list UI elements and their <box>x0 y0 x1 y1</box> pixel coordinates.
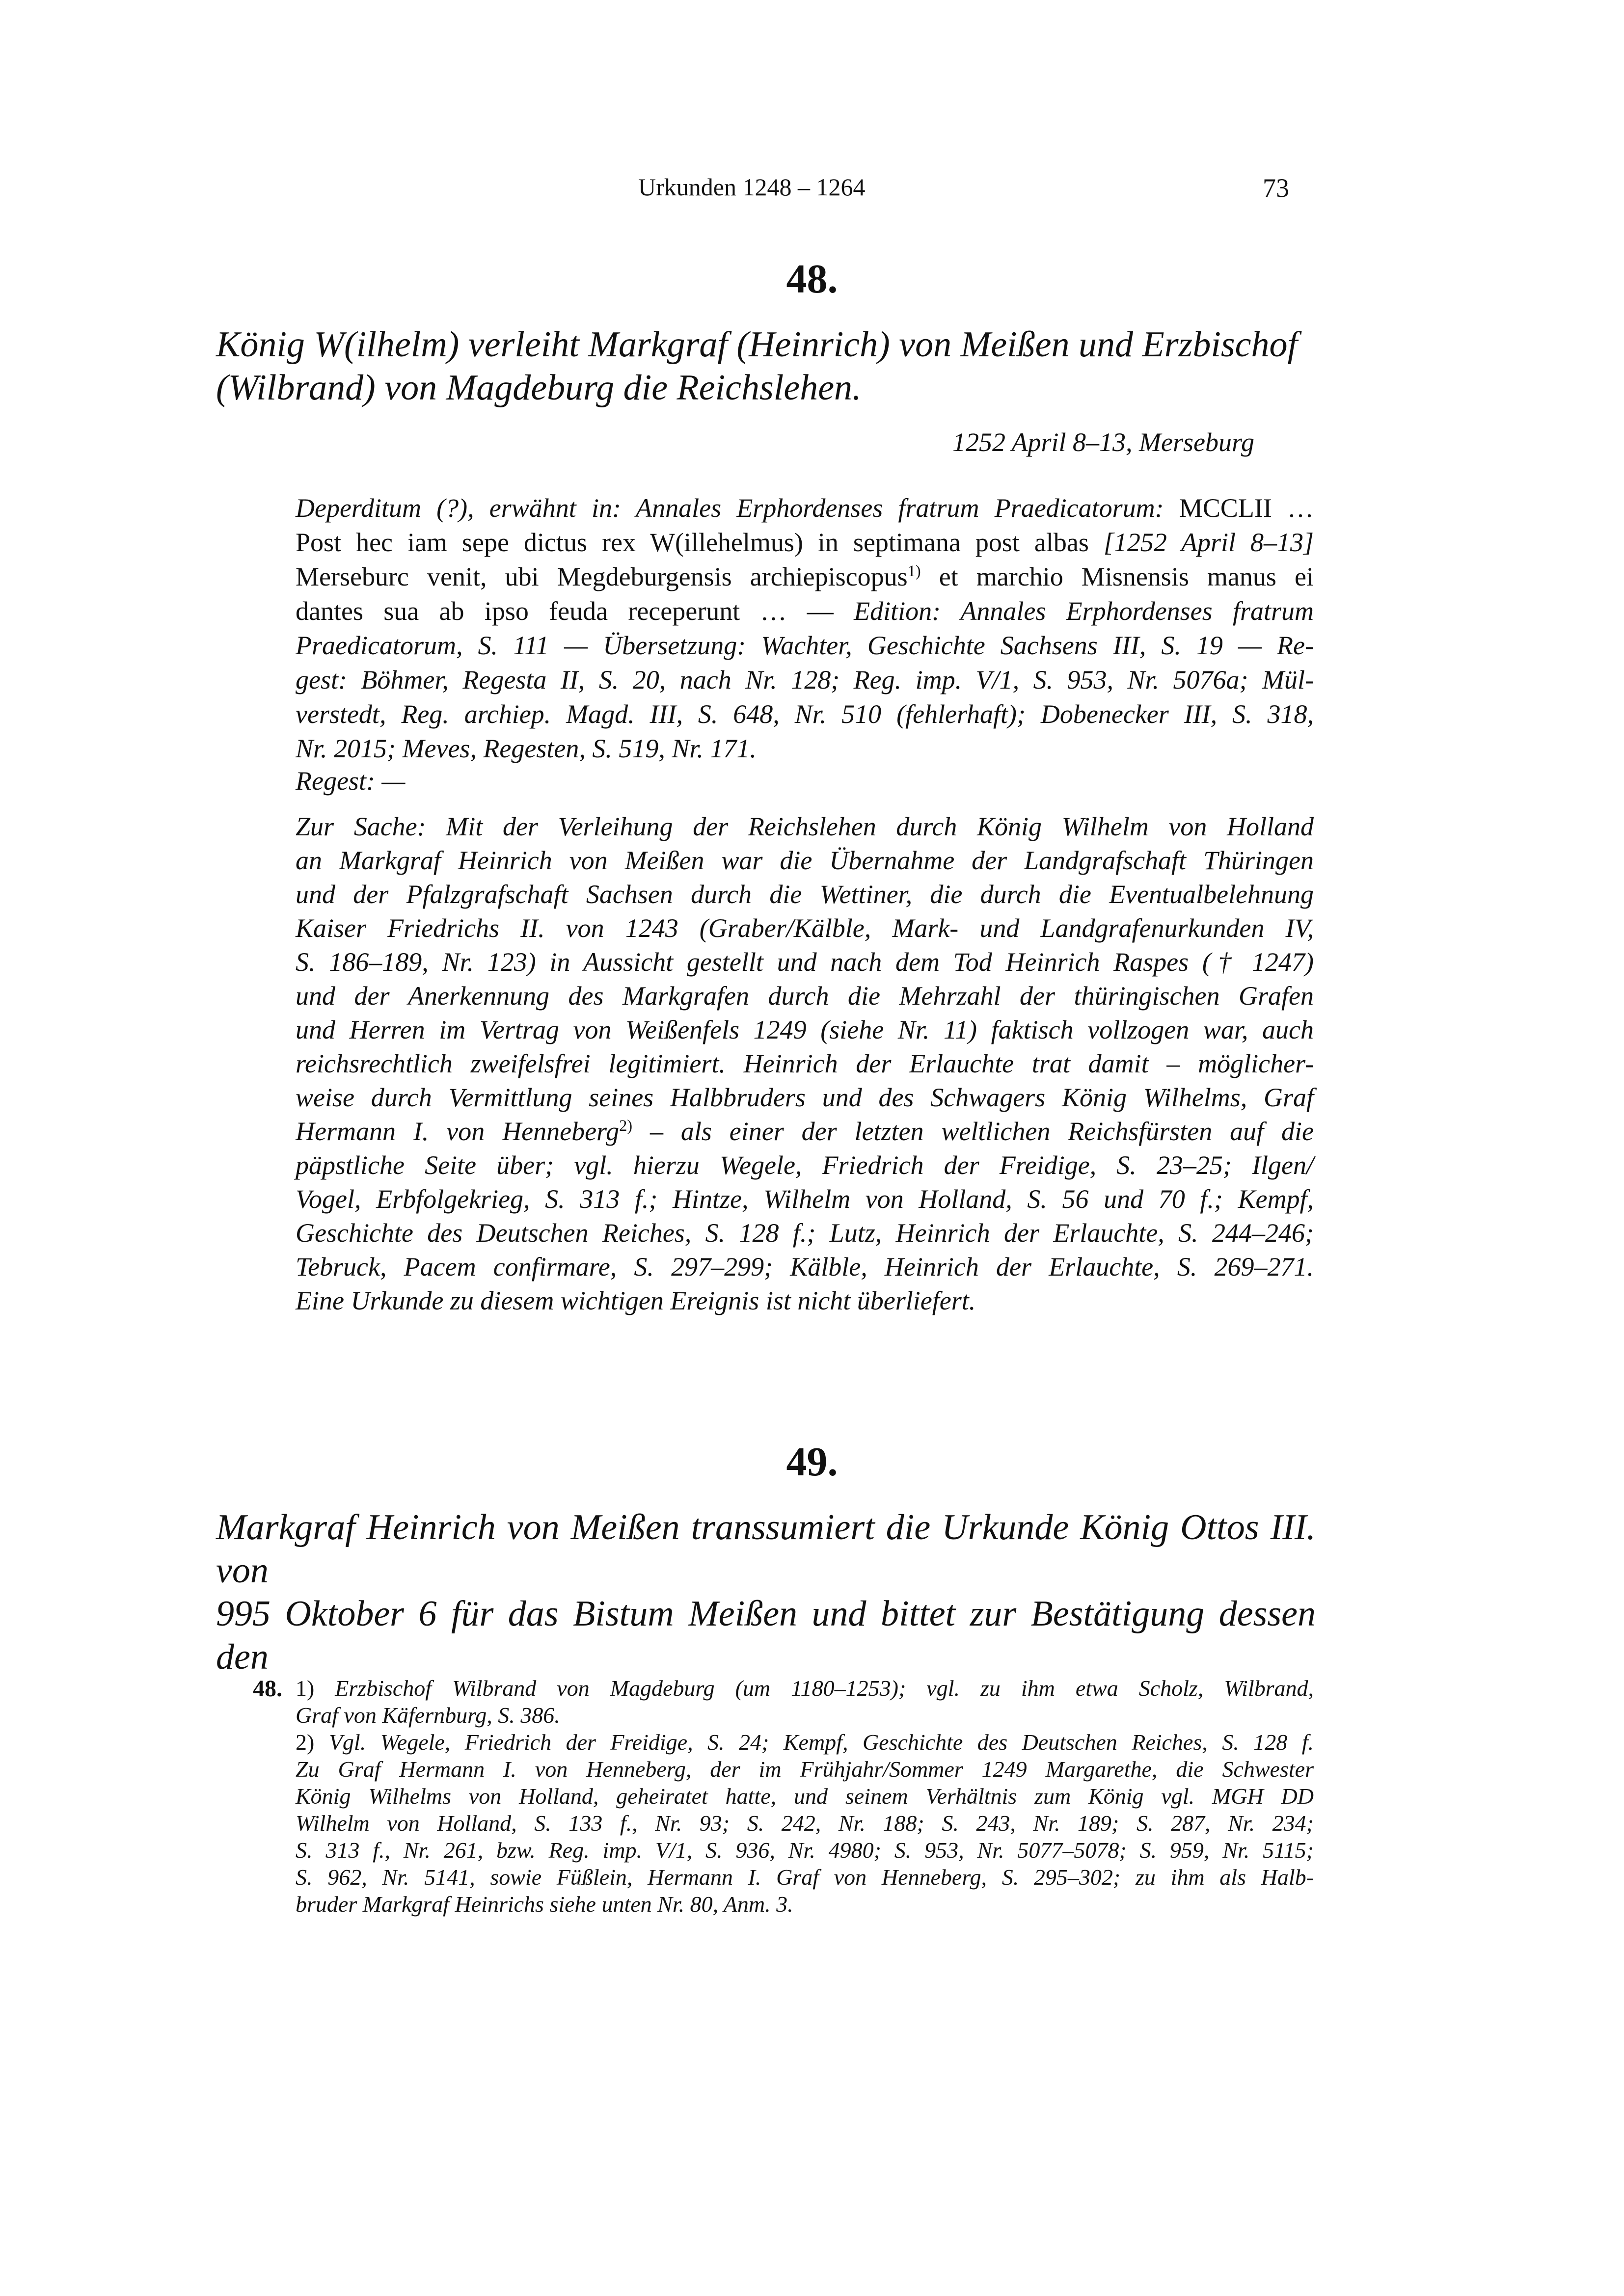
document-title-48 <box>216 323 1316 409</box>
deperditum-line: gest: Böhmer, Regesta II, S. 20, nach Nr. 128; Reg. imp. V/1, S. 953, Nr. 5076a; Mül- <box>296 665 1314 694</box>
footnote-line: Zu Graf Hermann I. von Henneberg, der im Frühjahr/Sommer 1249 Margarethe, die Schwester <box>296 1757 1314 1782</box>
quote-text: et marchio Misnensis manus ei <box>920 562 1314 591</box>
date-place: 1252 April 8–13, Merseburg <box>952 427 1254 457</box>
document-number-49: 49. <box>786 1439 838 1485</box>
footnote-line: S. 962, Nr. 5141, sowie Füßlein, Hermann I. Graf von Henneberg, S. 295–302; zu ihm als Halb- <box>296 1865 1314 1890</box>
title-line: Markgraf Heinrich von Meißen transsumiert die Urkunde König Ottos III. von <box>216 1507 1316 1591</box>
page-number: 73 <box>1263 173 1289 203</box>
footnote-ref-2[interactable]: 2) <box>619 1117 633 1135</box>
footnote-line: Graf von Käfernburg, S. 386. <box>296 1703 560 1728</box>
footnote-number: 2) <box>296 1730 315 1755</box>
footnote-ref-1[interactable]: 1) <box>907 562 921 580</box>
quote-text: Merseburc venit, ubi Megdeburgensis archiepiscopus <box>296 562 908 591</box>
title-line: 995 Oktober 6 für das Bistum Meißen und bittet zur Bestätigung dessen den <box>216 1594 1316 1677</box>
footnote-2 <box>296 1729 1314 1756</box>
deperditum-line <box>296 560 1314 594</box>
zur-sache-line: und der Pfalzgrafschaft Sachsen durch die Wettiner, die durch die Eventualbelehnung <box>296 880 1314 909</box>
quote-text: dantes sua ab ipso feuda receperunt … — <box>296 596 854 626</box>
deperditum-block <box>296 491 1314 766</box>
footnote-line: König Wilhelms von Holland, geheiratet hatte, und seinem Verhältnis zum König vgl. MGH DD <box>296 1784 1314 1809</box>
document-title-49 <box>216 1506 1316 1679</box>
source-citation: Deperditum (?), erwähnt in: Annales Erphordenses fratrum Praedicatorum: <box>296 493 1164 523</box>
footnote-text: Vgl. Wegele, Friedrich der Freidige, S. 24; Kempf, Geschichte des Deutschen Reiches, S. 128 f. <box>314 1730 1314 1755</box>
date-insert: [1252 April 8–13] <box>1103 528 1314 557</box>
zur-sache-line <box>296 1115 1314 1148</box>
footnote-text: Erzbischof Wilbrand von Magdeburg (um 1180–1253); vgl. zu ihm etwa Scholz, Wilbrand, <box>314 1676 1314 1701</box>
footnote-line: S. 313 f., Nr. 261, bzw. Reg. imp. V/1, S. 936, Nr. 4980; S. 953, Nr. 5077–5078; S. 959, Nr. 5115; <box>296 1838 1314 1863</box>
zur-sache-line: Kaiser Friedrichs II. von 1243 (Graber/Kälble, Mark- und Landgrafenurkunden IV, <box>296 913 1314 943</box>
deperditum-line: verstedt, Reg. archiep. Magd. III, S. 648, Nr. 510 (fehlerhaft); Dobenecker III, S. 318, <box>296 699 1314 729</box>
footnote-line: bruder Markgraf Heinrichs siehe unten Nr. 80, Anm. 3. <box>296 1892 793 1917</box>
zur-sache-line: an Markgraf Heinrich von Meißen war die Übernahme der Landgrafschaft Thüringen <box>296 846 1314 875</box>
deperditum-line: Nr. 2015; Meves, Regesten, S. 519, Nr. 171. <box>296 734 757 763</box>
title-line: König W(ilhelm) verleiht Markgraf (Heinrich) von Meißen und Erzbischof <box>216 324 1298 365</box>
zur-sache-line: reichsrechtlich zweifelsfrei legitimiert. Heinrich der Erlauchte trat damit – möglicher- <box>296 1049 1314 1078</box>
quote-text: MCCLII … <box>1164 493 1314 523</box>
zur-sache-line: Tebruck, Pacem confirmare, S. 297–299; Kälble, Heinrich der Erlauchte, S. 269–271. <box>296 1252 1314 1281</box>
zur-sache-line: weise durch Vermittlung seines Halbbruders und des Schwagers König Wilhelms, Graf <box>296 1083 1314 1112</box>
zur-sache-line: und der Anerkennung des Markgrafen durch die Mehrzahl der thüringischen Grafen <box>296 981 1314 1011</box>
footnote-document-mark: 48. <box>253 1676 282 1702</box>
footnotes-block <box>296 1675 1314 1918</box>
zur-sache-line: päpstliche Seite über; vgl. hierzu Wegele, Friedrich der Freidige, S. 23–25; Ilgen/ <box>296 1150 1314 1180</box>
footnote-number: 1) <box>296 1676 315 1701</box>
edition-citation: Edition: Annales Erphordenses fratrum <box>854 596 1314 626</box>
deperditum-line <box>296 525 1314 560</box>
quote-text: Post hec iam sepe dictus rex W(illehelmus) in septimana post albas <box>296 528 1104 557</box>
zur-sache-text: – als einer der letzten weltlichen Reichsfürsten auf die <box>632 1117 1314 1146</box>
footnote-1 <box>296 1675 1314 1702</box>
regest-label: Regest: — <box>296 766 406 796</box>
zur-sache-block <box>296 810 1314 1318</box>
zur-sache-line: Vogel, Erbfolgekrieg, S. 313 f.; Hintze, Wilhelm von Holland, S. 56 und 70 f.; Kempf, <box>296 1184 1314 1214</box>
deperditum-line <box>296 594 1314 628</box>
zur-sache-line: und Herren im Vertrag von Weißenfels 1249 (siehe Nr. 11) faktisch vollzogen war, auch <box>296 1015 1314 1044</box>
document-number-48: 48. <box>786 256 838 302</box>
zur-sache-line: S. 186–189, Nr. 123) in Aussicht gestellt und nach dem Tod Heinrich Raspes († 1247) <box>296 947 1314 977</box>
deperditum-line: Praedicatorum, S. 111 — Übersetzung: Wachter, Geschichte Sachsens III, S. 19 — Re- <box>296 631 1314 660</box>
zur-sache-line: Geschichte des Deutschen Reiches, S. 128 f.; Lutz, Heinrich der Erlauchte, S. 244–246; <box>296 1218 1314 1248</box>
zur-sache-line: Eine Urkunde zu diesem wichtigen Ereignis ist nicht überliefert. <box>296 1286 976 1315</box>
running-head: Urkunden 1248 – 1264 <box>638 173 866 201</box>
footnote-line: Wilhelm von Holland, S. 133 f., Nr. 93; S. 242, Nr. 188; S. 243, Nr. 189; S. 287, Nr. 234; <box>296 1811 1314 1836</box>
zur-sache-text: Hermann I. von Henneberg <box>296 1117 620 1146</box>
title-line: (Wilbrand) von Magdeburg die Reichslehen. <box>216 368 862 408</box>
deperditum-line <box>296 491 1314 525</box>
zur-sache-line: Zur Sache: Mit der Verleihung der Reichslehen durch König Wilhelm von Holland <box>296 812 1314 841</box>
